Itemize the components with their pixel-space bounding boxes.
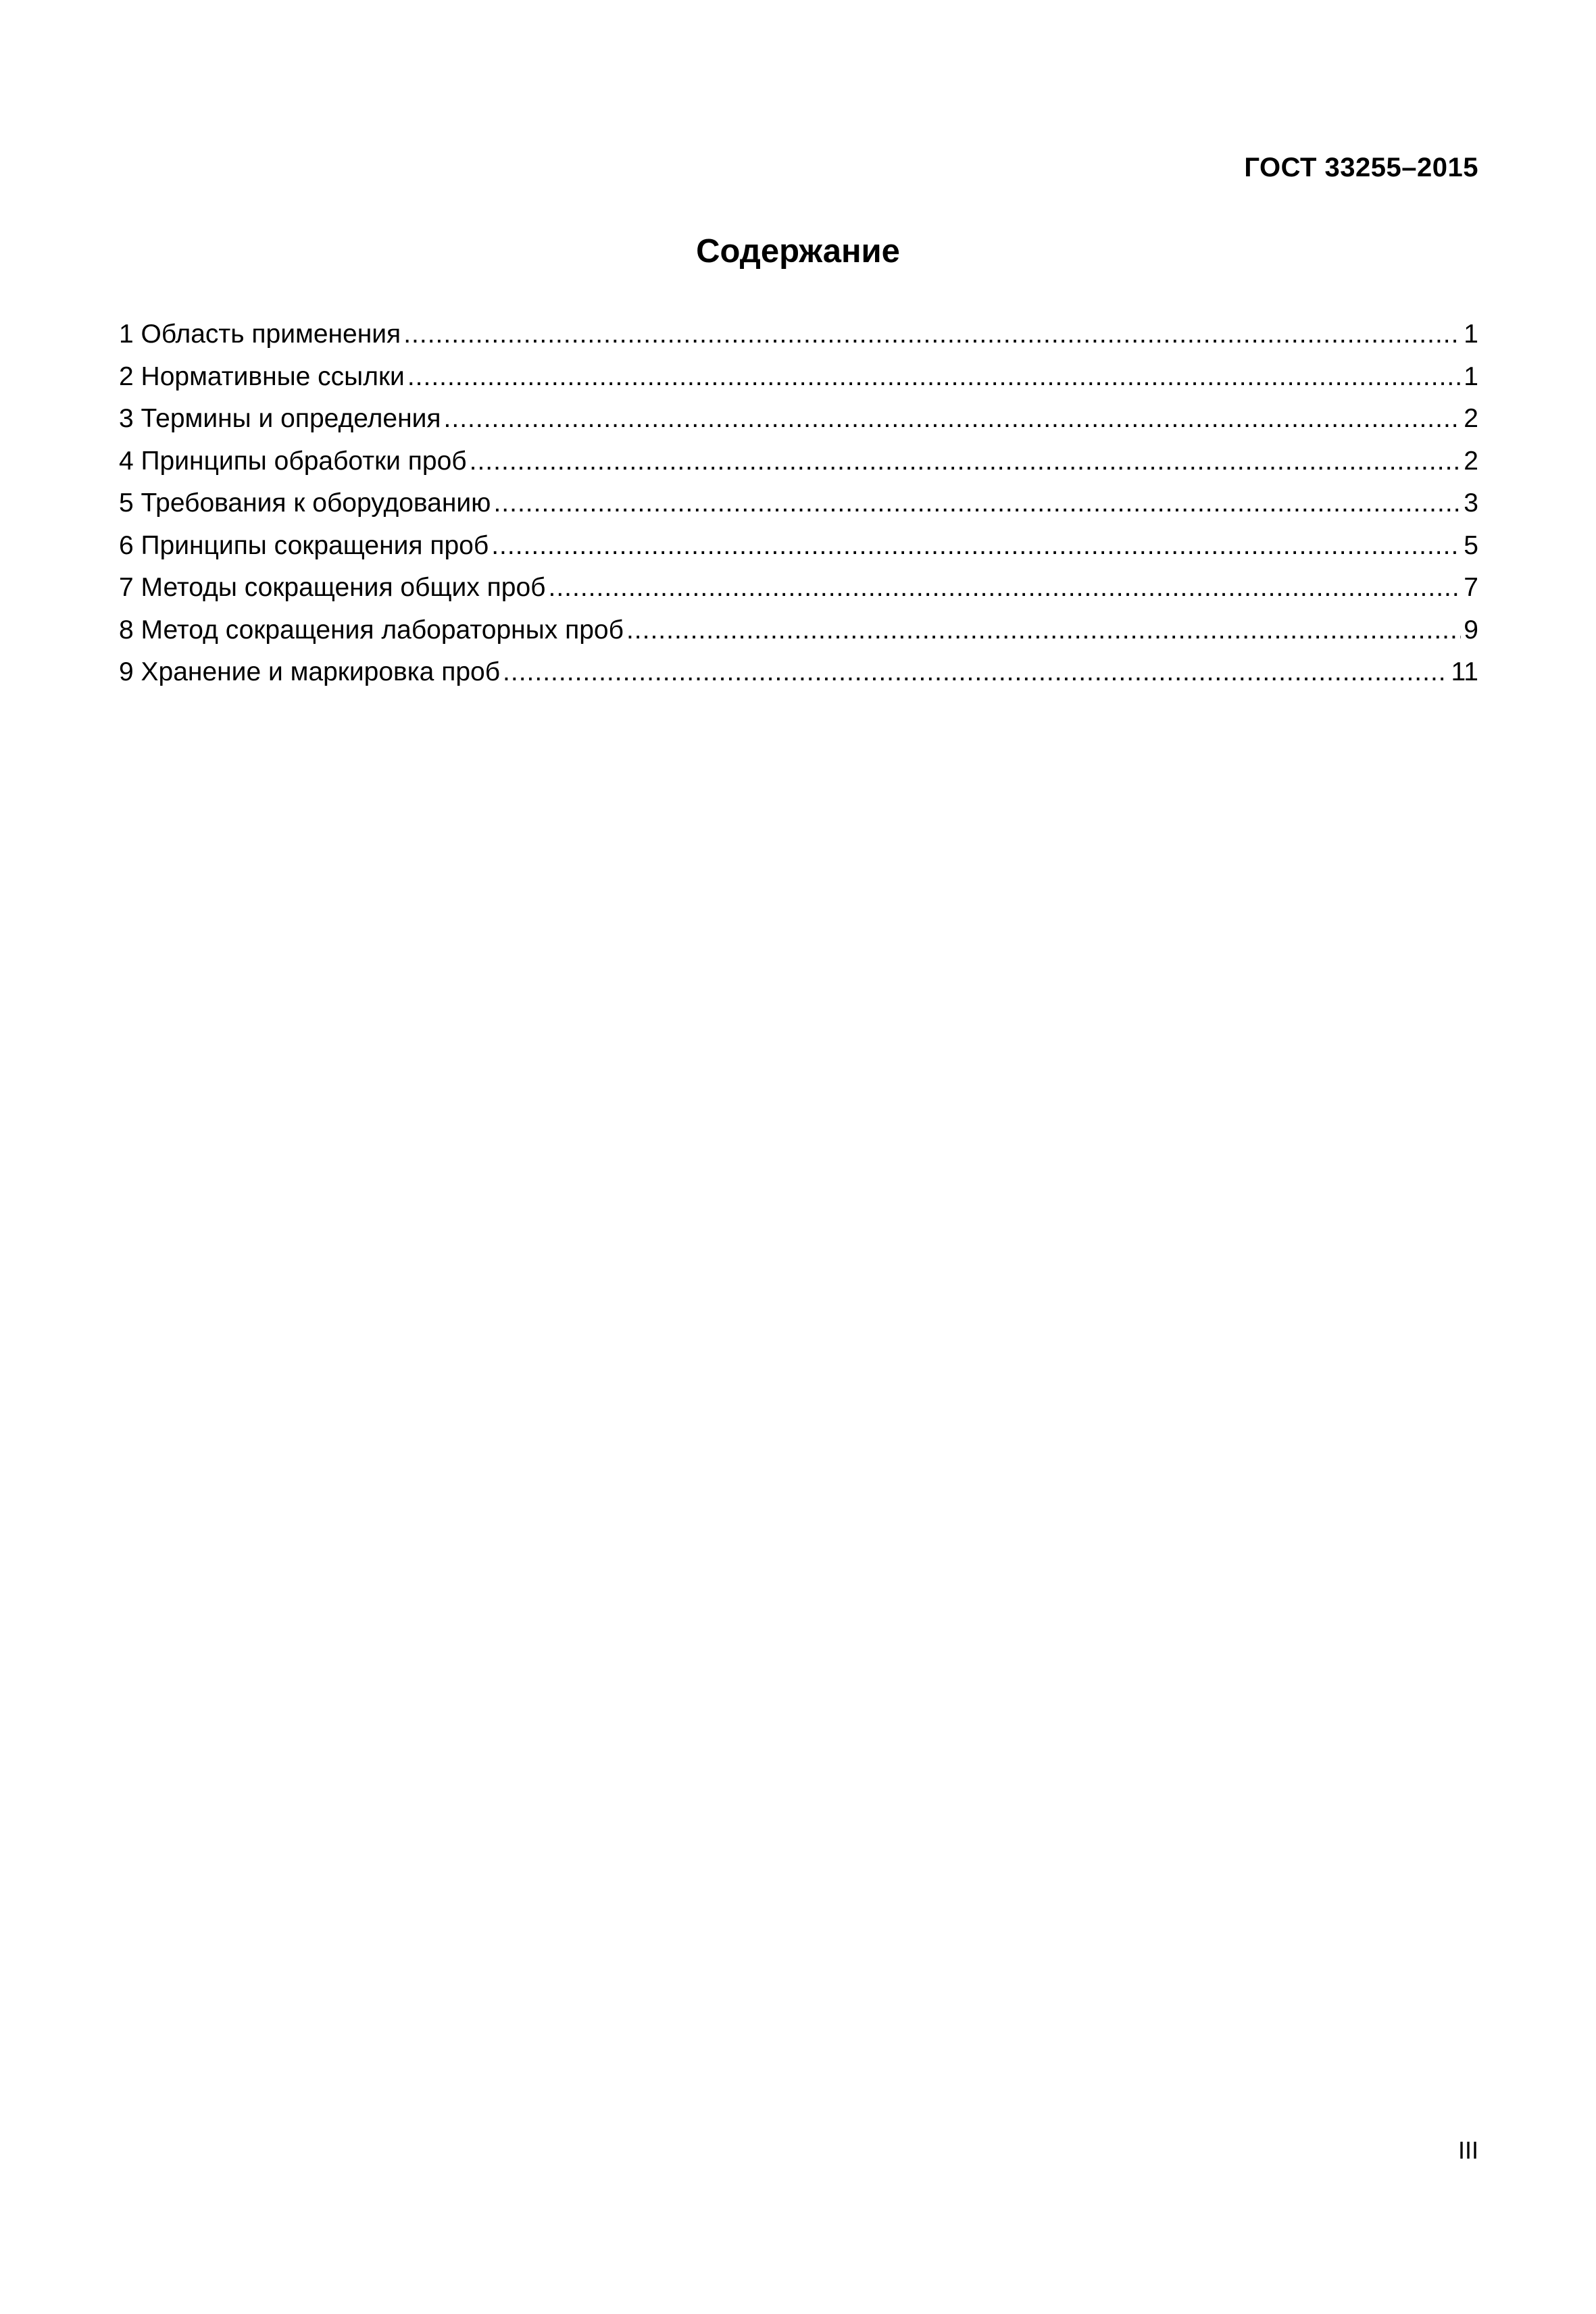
toc-entry-title: 7 Методы сокращения общих проб [119,573,546,602]
dot-leader [407,356,1461,399]
toc-entry-page: 11 [1451,657,1478,686]
toc-entry-title: 1 Область применения [119,320,401,349]
toc-entry[interactable] [119,398,1478,441]
dot-leader [503,651,1448,694]
toc-entry-title: 6 Принципы сокращения проб [119,530,489,560]
dot-leader [470,441,1462,483]
toc-entry-page: 1 [1464,361,1478,391]
toc-entry-page: 9 [1464,615,1478,645]
dot-leader [548,567,1461,609]
toc-list [119,313,1478,694]
page-number: III [1457,2136,1478,2164]
toc-entry[interactable] [119,313,1478,356]
toc-entry-title: 2 Нормативные ссылки [119,361,405,391]
document-code: ГОСТ 33255–2015 [1244,153,1478,182]
toc-entry-page: 7 [1464,573,1478,602]
dot-leader [444,398,1462,441]
toc-entry[interactable] [119,441,1478,483]
toc-entry-title: 9 Хранение и маркировка проб [119,657,501,686]
toc-entry-page: 2 [1464,446,1478,476]
toc-entry[interactable] [119,609,1478,652]
toc-entry[interactable] [119,525,1478,568]
dot-leader [403,313,1461,356]
toc-entry[interactable] [119,567,1478,609]
toc-entry[interactable] [119,651,1478,694]
toc-entry-page: 1 [1464,320,1478,349]
toc-entry-title: 5 Требования к оборудованию [119,488,491,518]
toc-title: Содержание [696,233,900,270]
toc-entry[interactable] [119,482,1478,525]
dot-leader [626,609,1461,652]
toc-entry-title: 8 Метод сокращения лабораторных проб [119,615,624,645]
toc-entry-page: 5 [1464,530,1478,560]
dot-leader [493,482,1461,525]
toc-entry[interactable] [119,356,1478,399]
dot-leader [491,525,1461,568]
toc-entry-title: 4 Принципы обработки проб [119,446,467,476]
toc-entry-title: 3 Термины и определения [119,404,441,433]
toc-entry-page: 3 [1464,488,1478,518]
toc-entry-page: 2 [1464,404,1478,433]
